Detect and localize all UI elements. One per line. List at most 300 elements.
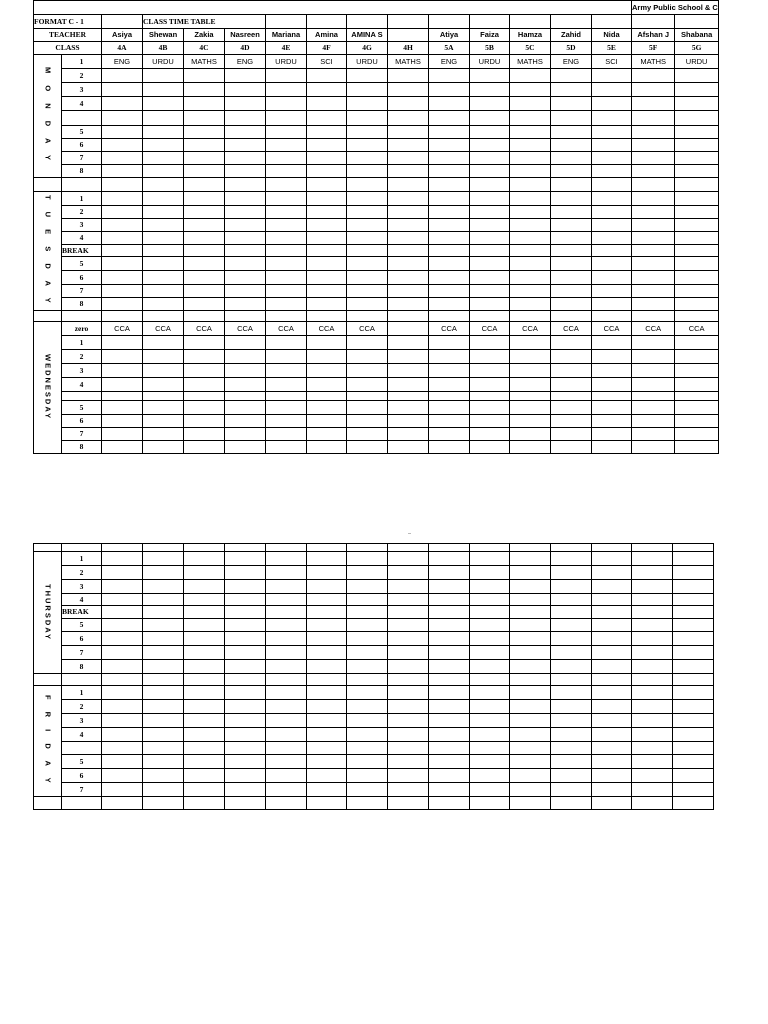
thursday-cell	[673, 566, 714, 580]
tuesday-cell	[225, 206, 266, 219]
wednesday-cell	[388, 336, 429, 350]
monday-cell	[429, 126, 470, 139]
monday-cell	[102, 69, 143, 83]
monday-cell	[429, 139, 470, 152]
tuesday-cell	[347, 245, 388, 257]
tuesday-cell	[102, 245, 143, 257]
zero-period-label: zero	[62, 322, 102, 336]
friday-cell	[673, 728, 714, 742]
thursday-cell	[388, 606, 429, 619]
cca-cell: CCA	[551, 322, 592, 336]
tuesday-cell	[266, 271, 307, 285]
period-number: 2	[62, 700, 102, 714]
wednesday-cell	[510, 415, 551, 428]
wednesday-cell	[510, 364, 551, 378]
period-number: 7	[62, 285, 102, 298]
friday-cell	[592, 769, 632, 783]
wednesday-cell	[307, 392, 347, 401]
friday-cell	[632, 700, 673, 714]
thursday-cell	[673, 660, 714, 674]
tuesday-cell	[347, 285, 388, 298]
period-number: 3	[62, 580, 102, 594]
tuesday-cell	[347, 271, 388, 285]
wednesday-cell	[225, 392, 266, 401]
tuesday-cell	[470, 206, 510, 219]
thursday-cell	[673, 580, 714, 594]
thursday-cell	[307, 606, 347, 619]
wednesday-cell	[388, 378, 429, 392]
tuesday-row	[34, 257, 719, 271]
separator-cell	[429, 311, 470, 322]
separator-cell	[592, 674, 632, 686]
monday-cell	[675, 126, 718, 139]
tuesday-cell	[307, 257, 347, 271]
wednesday-cell	[225, 415, 266, 428]
tuesday-cell	[225, 298, 266, 311]
friday-cell	[225, 755, 266, 769]
teacher-name: Zakia	[184, 29, 225, 42]
friday-cell	[429, 783, 470, 797]
friday-cell	[429, 714, 470, 728]
thursday-cell	[388, 580, 429, 594]
thursday-cell	[266, 646, 307, 660]
tuesday-cell	[470, 219, 510, 232]
tuesday-cell	[551, 298, 592, 311]
class-code: 4C	[184, 42, 225, 55]
period-number: 2	[62, 350, 102, 364]
subject-cell: URDU	[470, 55, 510, 69]
thursday-cell	[551, 632, 592, 646]
day-separator-row	[34, 311, 719, 322]
tuesday-cell	[470, 257, 510, 271]
wednesday-cell	[592, 378, 632, 392]
tuesday-cell	[225, 257, 266, 271]
friday-cell	[673, 742, 714, 755]
friday-cell	[551, 783, 592, 797]
friday-cell	[673, 783, 714, 797]
teacher-name: Mariana	[266, 29, 307, 42]
tuesday-cell	[510, 298, 551, 311]
separator-cell	[510, 178, 551, 192]
thursday-cell	[143, 552, 184, 566]
friday-cell	[184, 700, 225, 714]
monday-cell	[266, 165, 307, 178]
wednesday-cell	[225, 350, 266, 364]
monday-cell	[388, 165, 429, 178]
monday-cell	[429, 83, 470, 97]
cca-cell: CCA	[102, 322, 143, 336]
friday-cell	[266, 700, 307, 714]
class-code: 5F	[632, 42, 675, 55]
separator-cell	[510, 674, 551, 686]
separator-cell	[551, 311, 592, 322]
teacher-name: Atiya	[429, 29, 470, 42]
thursday-cell	[102, 646, 143, 660]
monday-cell	[102, 152, 143, 165]
friday-cell	[102, 686, 143, 700]
monday-cell	[184, 111, 225, 126]
tuesday-cell	[184, 206, 225, 219]
thursday-cell	[266, 619, 307, 632]
thursday-cell	[307, 619, 347, 632]
monday-cell	[510, 139, 551, 152]
friday-cell	[470, 728, 510, 742]
thursday-cell	[429, 660, 470, 674]
thursday-cell	[673, 632, 714, 646]
tuesday-cell	[510, 245, 551, 257]
wednesday-cell	[102, 401, 143, 415]
friday-cell	[347, 755, 388, 769]
wednesday-cell	[510, 350, 551, 364]
thursday-cell	[592, 660, 632, 674]
monday-row	[34, 55, 719, 69]
monday-cell	[551, 83, 592, 97]
blank-cell	[551, 15, 592, 29]
thursday-cell	[225, 552, 266, 566]
separator-cell	[347, 311, 388, 322]
period-number: 4	[62, 97, 102, 111]
friday-cell	[184, 755, 225, 769]
wednesday-cell	[266, 378, 307, 392]
separator-cell	[266, 674, 307, 686]
tuesday-cell	[675, 245, 718, 257]
thursday-cell	[632, 619, 673, 632]
wednesday-cell	[225, 441, 266, 454]
thursday-cell	[388, 566, 429, 580]
friday-cell	[225, 783, 266, 797]
thursday-cell	[347, 594, 388, 606]
thursday-cell	[225, 646, 266, 660]
wednesday-cell	[225, 401, 266, 415]
period-number: 6	[62, 632, 102, 646]
separator-cell	[62, 311, 102, 322]
wednesday-cell	[184, 378, 225, 392]
tuesday-row	[34, 219, 719, 232]
separator-cell	[307, 311, 347, 322]
tuesday-cell	[429, 206, 470, 219]
title-row	[34, 15, 719, 29]
thursday-cell	[551, 660, 592, 674]
thursday-cell	[632, 646, 673, 660]
teacher-name: Asiya	[102, 29, 143, 42]
tuesday-cell	[347, 257, 388, 271]
class-label: CLASS	[34, 42, 102, 55]
friday-cell	[102, 714, 143, 728]
monday-row	[34, 152, 719, 165]
separator-cell	[675, 311, 718, 322]
friday-cell	[102, 728, 143, 742]
thursday-cell	[429, 619, 470, 632]
thursday-cell	[184, 632, 225, 646]
thursday-cell	[388, 619, 429, 632]
thursday-cell	[470, 606, 510, 619]
wednesday-cell	[632, 428, 675, 441]
monday-cell	[388, 83, 429, 97]
tuesday-cell	[551, 245, 592, 257]
wednesday-cell	[675, 441, 718, 454]
period-number: 5	[62, 257, 102, 271]
wednesday-cell	[551, 364, 592, 378]
monday-cell	[675, 152, 718, 165]
wednesday-cell	[184, 415, 225, 428]
bottom-cell	[266, 797, 307, 810]
monday-cell	[388, 152, 429, 165]
monday-cell	[510, 152, 551, 165]
monday-cell	[388, 139, 429, 152]
thursday-cell	[388, 632, 429, 646]
monday-cell	[347, 83, 388, 97]
tuesday-cell	[266, 232, 307, 245]
wednesday-row	[34, 336, 719, 350]
wednesday-cell	[510, 378, 551, 392]
thursday-cell	[510, 594, 551, 606]
bottom-blank-row	[34, 797, 714, 810]
thursday-cell	[470, 552, 510, 566]
thursday-cell	[184, 646, 225, 660]
tuesday-cell	[102, 219, 143, 232]
thursday-cell	[592, 552, 632, 566]
tuesday-cell	[470, 232, 510, 245]
cca-cell: CCA	[143, 322, 184, 336]
tuesday-cell	[429, 298, 470, 311]
friday-cell	[388, 728, 429, 742]
wednesday-cell	[307, 364, 347, 378]
tuesday-cell	[675, 192, 718, 206]
tuesday-cell	[102, 192, 143, 206]
tuesday-cell	[592, 245, 632, 257]
tuesday-cell	[225, 192, 266, 206]
monday-cell	[551, 69, 592, 83]
break-label: BREAK	[62, 606, 102, 619]
thursday-cell	[592, 619, 632, 632]
class-code: 5B	[470, 42, 510, 55]
thursday-cell	[184, 619, 225, 632]
friday-cell	[388, 755, 429, 769]
tuesday-cell	[429, 219, 470, 232]
monday-cell	[266, 111, 307, 126]
wednesday-cell	[592, 392, 632, 401]
period-number: 4	[62, 232, 102, 245]
thursday-cell	[429, 594, 470, 606]
thursday-cell	[347, 566, 388, 580]
tuesday-row	[34, 206, 719, 219]
thursday-row	[34, 580, 714, 594]
friday-cell	[143, 686, 184, 700]
monday-cell	[551, 111, 592, 126]
tuesday-day-label: T U E S D A Y	[34, 192, 62, 311]
tuesday-cell	[266, 257, 307, 271]
subject-cell: MATHS	[184, 55, 225, 69]
friday-row	[34, 728, 714, 742]
thursday-cell	[470, 566, 510, 580]
separator-cell	[675, 178, 718, 192]
wednesday-cell	[102, 428, 143, 441]
teacher-name: Nasreen	[225, 29, 266, 42]
monday-cell	[429, 97, 470, 111]
wednesday-cell	[143, 364, 184, 378]
monday-cell	[592, 69, 632, 83]
thursday-cell	[388, 660, 429, 674]
friday-cell	[632, 728, 673, 742]
tuesday-cell	[184, 298, 225, 311]
thursday-cell	[225, 594, 266, 606]
subject-cell: MATHS	[388, 55, 429, 69]
class-code: 5D	[551, 42, 592, 55]
monday-cell	[675, 111, 718, 126]
monday-cell	[632, 139, 675, 152]
tuesday-cell	[510, 206, 551, 219]
wednesday-cell	[184, 401, 225, 415]
teacher-label: TEACHER	[34, 29, 102, 42]
thursday-cell	[347, 552, 388, 566]
thursday-cell	[470, 580, 510, 594]
school-name: Army Public School & C	[632, 1, 719, 15]
friday-cell	[184, 686, 225, 700]
wednesday-cell	[225, 378, 266, 392]
monday-cell	[675, 139, 718, 152]
wednesday-cell	[470, 428, 510, 441]
tuesday-cell	[184, 219, 225, 232]
friday-cell	[307, 783, 347, 797]
blank-cell	[62, 544, 102, 552]
wednesday-cell	[184, 364, 225, 378]
friday-cell	[347, 742, 388, 755]
thursday-cell	[632, 606, 673, 619]
thursday-cell	[592, 606, 632, 619]
bottom-cell	[184, 797, 225, 810]
wednesday-cell	[675, 392, 718, 401]
wednesday-cell	[470, 350, 510, 364]
wednesday-cell	[388, 428, 429, 441]
monday-cell	[307, 69, 347, 83]
wednesday-day-label: WEDNESDAY	[34, 322, 62, 454]
wednesday-cell	[143, 415, 184, 428]
monday-cell	[675, 165, 718, 178]
tuesday-cell	[592, 219, 632, 232]
friday-cell	[143, 755, 184, 769]
wednesday-cell	[102, 364, 143, 378]
period-number: 4	[62, 728, 102, 742]
monday-cell	[266, 97, 307, 111]
tuesday-cell	[225, 271, 266, 285]
friday-cell	[632, 742, 673, 755]
separator-cell	[62, 178, 102, 192]
friday-cell	[470, 686, 510, 700]
monday-cell	[102, 139, 143, 152]
thursday-cell	[225, 580, 266, 594]
thursday-cell	[470, 594, 510, 606]
thursday-cell	[102, 580, 143, 594]
friday-row	[34, 755, 714, 769]
wednesday-cell	[347, 401, 388, 415]
bottom-cell	[551, 797, 592, 810]
thursday-cell	[551, 619, 592, 632]
friday-cell	[184, 728, 225, 742]
tuesday-cell	[675, 219, 718, 232]
friday-cell	[266, 728, 307, 742]
thursday-cell	[102, 632, 143, 646]
monday-cell	[143, 97, 184, 111]
bottom-cell	[673, 797, 714, 810]
thursday-cell	[673, 594, 714, 606]
friday-cell	[143, 728, 184, 742]
thursday-cell	[225, 632, 266, 646]
wednesday-cell	[225, 336, 266, 350]
cca-cell: CCA	[470, 322, 510, 336]
tuesday-cell	[510, 192, 551, 206]
monday-cell	[307, 139, 347, 152]
teacher-name: Amina	[307, 29, 347, 42]
tuesday-cell	[347, 219, 388, 232]
friday-cell	[470, 769, 510, 783]
monday-cell	[102, 83, 143, 97]
period-number: 5	[62, 401, 102, 415]
thursday-row	[34, 594, 714, 606]
monday-cell	[510, 126, 551, 139]
monday-cell	[592, 126, 632, 139]
wednesday-cell	[307, 336, 347, 350]
friday-cell	[266, 686, 307, 700]
period-number: 1	[62, 55, 102, 69]
bottom-cell	[307, 797, 347, 810]
friday-cell	[347, 769, 388, 783]
bottom-cell	[592, 797, 632, 810]
tuesday-row	[34, 298, 719, 311]
monday-cell	[102, 97, 143, 111]
friday-cell	[632, 755, 673, 769]
cca-cell: CCA	[675, 322, 718, 336]
thursday-row	[34, 619, 714, 632]
tuesday-cell	[632, 245, 675, 257]
friday-cell	[510, 714, 551, 728]
friday-cell	[551, 742, 592, 755]
tuesday-cell	[307, 206, 347, 219]
thursday-cell	[632, 566, 673, 580]
thursday-cell	[551, 646, 592, 660]
monday-cell	[184, 165, 225, 178]
monday-cell	[470, 152, 510, 165]
thursday-cell	[632, 552, 673, 566]
friday-cell	[673, 700, 714, 714]
thursday-cell	[673, 646, 714, 660]
thursday-cell	[592, 566, 632, 580]
monday-cell	[347, 69, 388, 83]
tuesday-cell	[388, 219, 429, 232]
tuesday-cell	[592, 298, 632, 311]
monday-cell	[143, 69, 184, 83]
thursday-cell	[307, 552, 347, 566]
wednesday-cell	[266, 364, 307, 378]
tuesday-cell	[632, 206, 675, 219]
wednesday-cell	[592, 336, 632, 350]
wednesday-cell	[184, 392, 225, 401]
wednesday-cell	[551, 350, 592, 364]
period-number: 6	[62, 769, 102, 783]
tuesday-cell	[225, 245, 266, 257]
monday-cell	[470, 111, 510, 126]
top-cell	[388, 544, 429, 552]
tuesday-cell	[470, 271, 510, 285]
separator-cell	[470, 178, 510, 192]
wednesday-cell	[225, 428, 266, 441]
teacher-name: Afshan J	[632, 29, 675, 42]
monday-cell	[551, 97, 592, 111]
cca-cell: CCA	[510, 322, 551, 336]
thursday-cell	[551, 552, 592, 566]
wednesday-cell	[675, 415, 718, 428]
period-number: 7	[62, 783, 102, 797]
tuesday-cell	[347, 206, 388, 219]
